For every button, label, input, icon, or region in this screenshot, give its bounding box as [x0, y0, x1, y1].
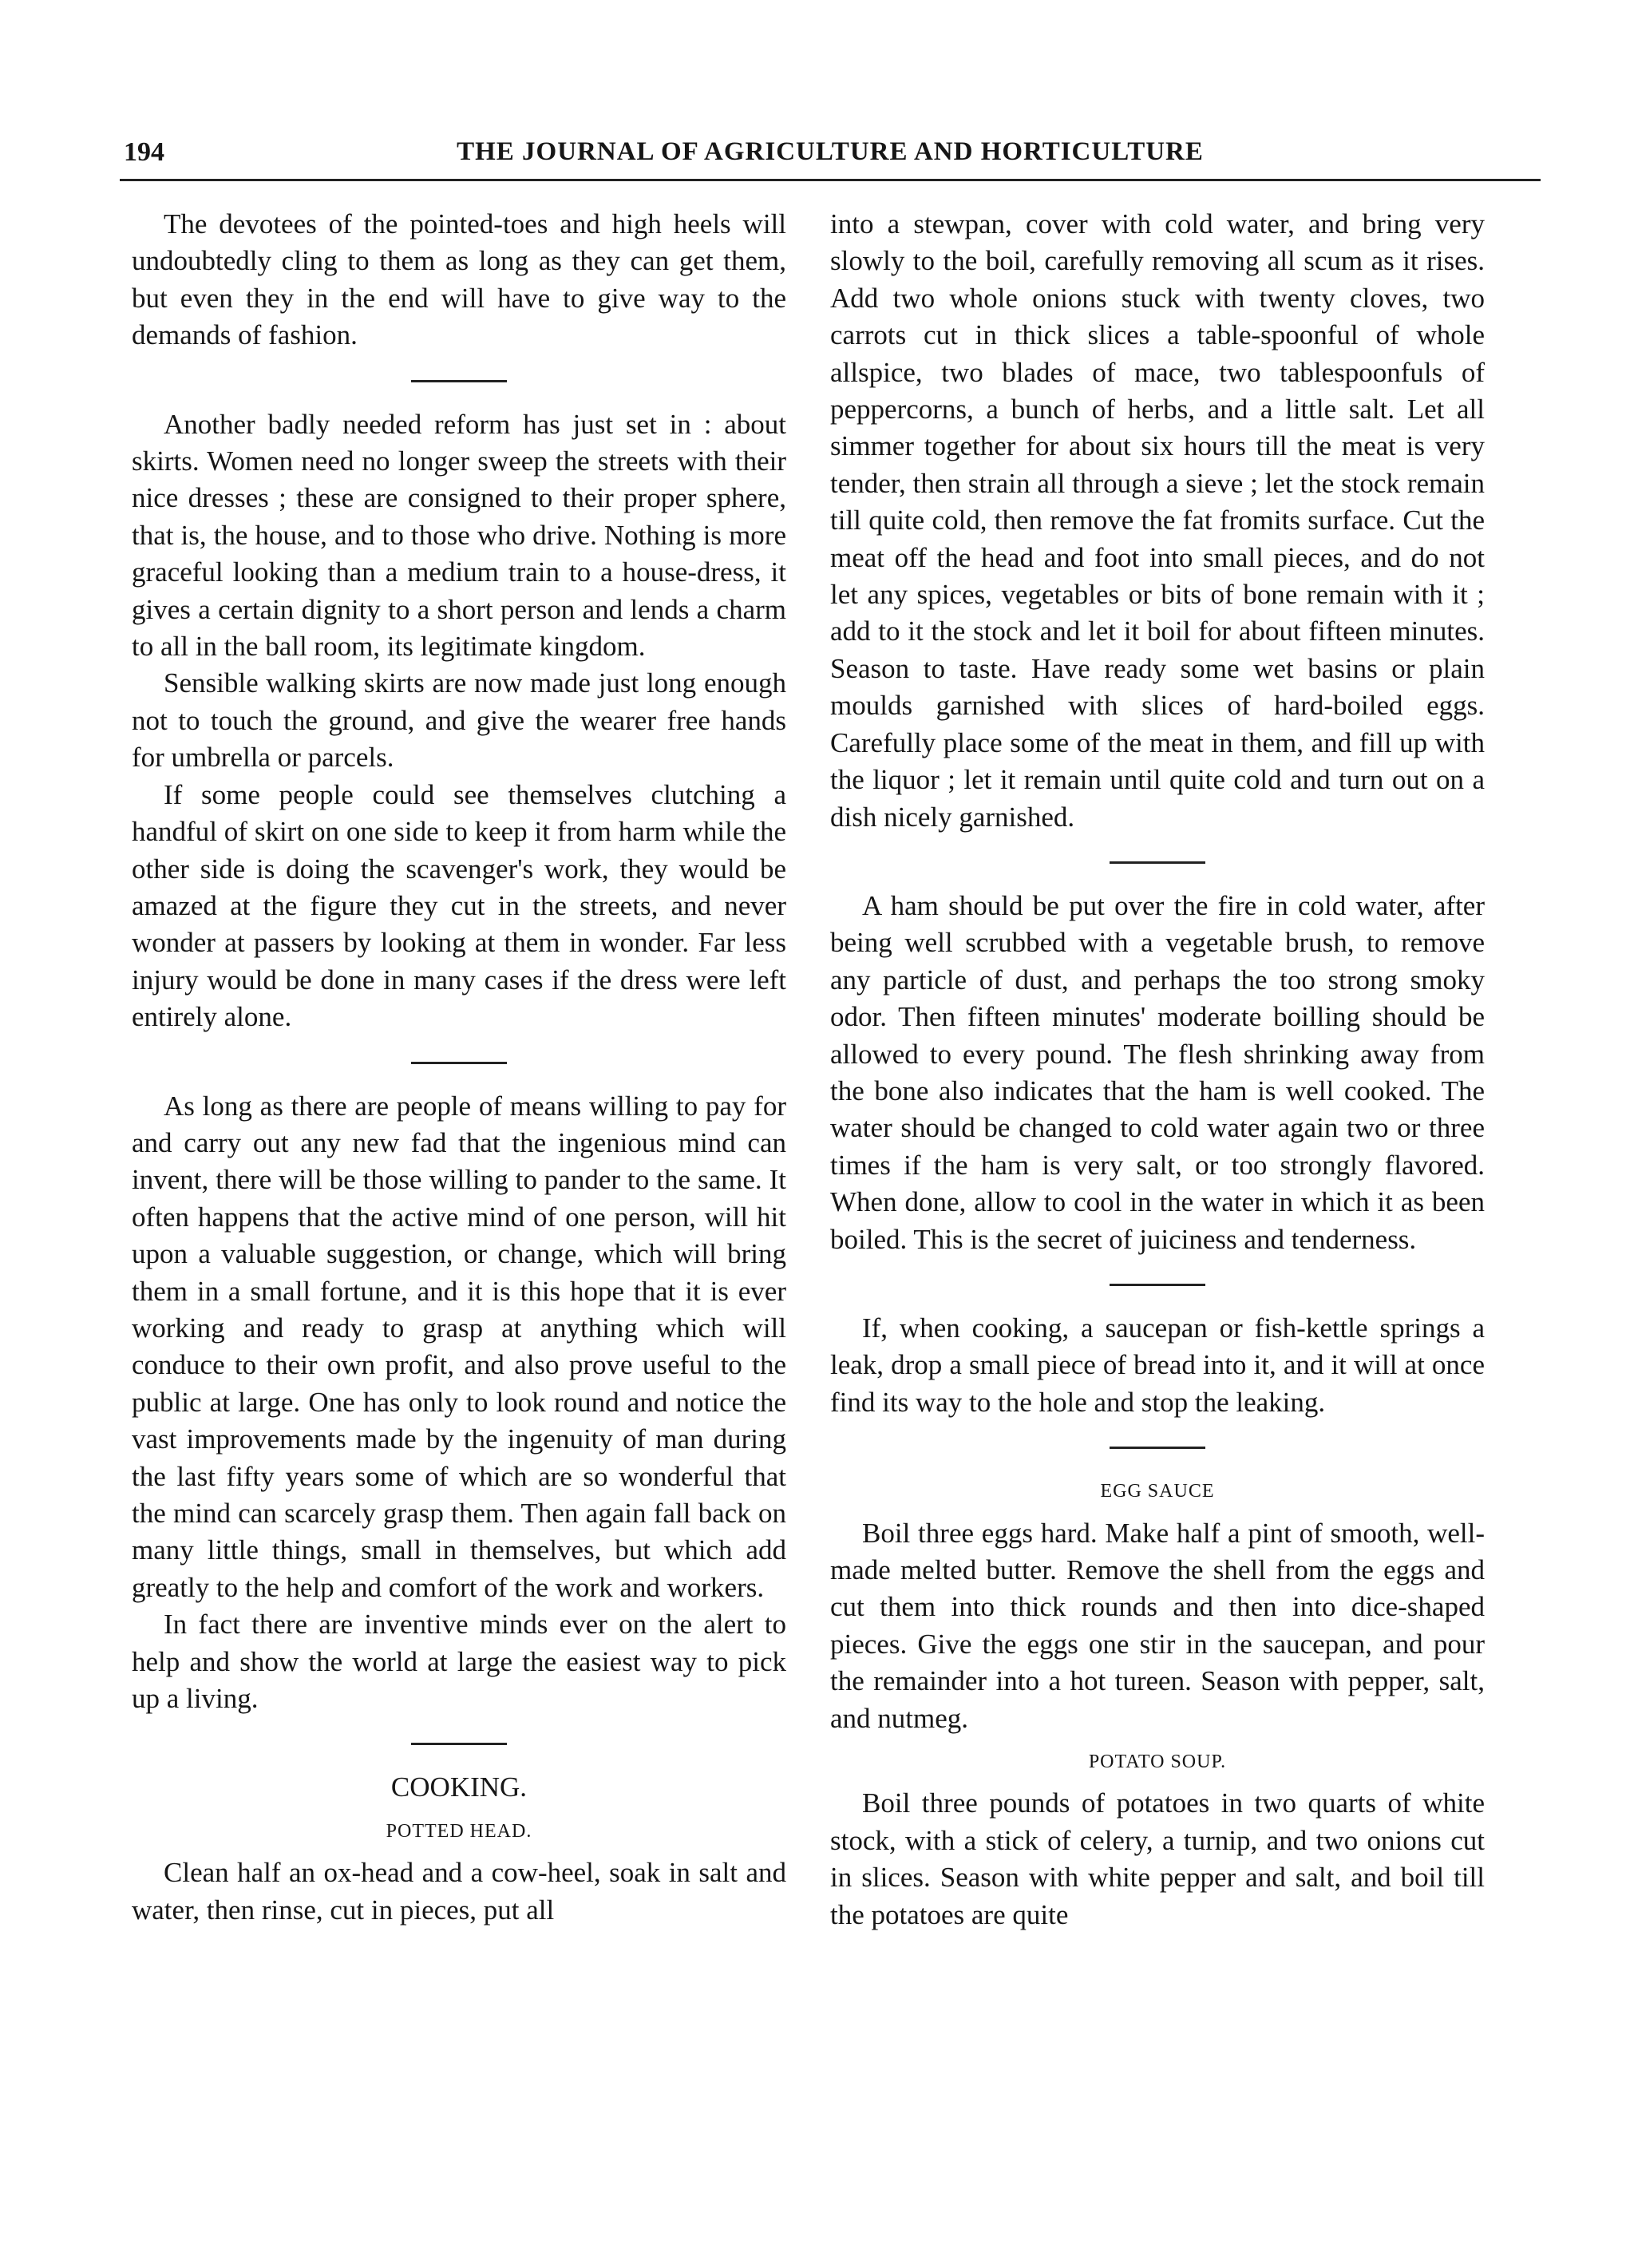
left-column [132, 206, 786, 1929]
potted-head-heading: POTTED HEAD. [386, 1820, 532, 1842]
section-divider [1110, 1447, 1205, 1449]
right-column [830, 206, 1485, 1934]
paragraph-walking-skirts: Sensible walking skirts are now made just long enough not to touch the ground, and give the wearer free hands for umbrella or parcels. [132, 667, 786, 774]
paragraph-potted-head: Clean half an ox-head and a cow-heel, soak in salt and water, then rinse, cut in pieces, put all [132, 1857, 786, 1926]
potato-soup-heading: POTATO SOUP. [1088, 1751, 1227, 1773]
paragraph-potato-soup: Boil three pounds of potatoes in two quarts of white stock, with a stick of celery, a turnip, and two onions cut in slices. Season with white pepper and salt, and boil till the potatoes are quite [830, 1787, 1485, 1930]
paragraph-pointed-toes: The devotees of the pointed-toes and high heels will undoubtedly cling to them as long as they can get them, but even they in the end will have to give way to the demands of fashion. [132, 208, 786, 351]
running-head: THE JOURNAL OF AGRICULTURE AND HORTICULTURE [457, 137, 1204, 166]
section-divider [1110, 861, 1205, 864]
paragraph-inventive-minds: As long as there are people of means willing to pay for and carry out any new fad that the ingenious mind can invent, there will be those willing to pander to the same. It often happens that the active mind of one person, will hit upon a valuable suggestion, or change, which will bring them in a small fortune, and it is this hope that it is ever working and ready to grasp at anything which will conduce to their own profit, and also prove useful to the public at large. One has only to look round and notice the vast improvements made by the ingenuity of man during the last fifty years some of which are so wonderful that the mind can scarcely grasp them. Then again fall back on many little things, small in themselves, but which add greatly to the help and comfort of the work and workers. [132, 1090, 786, 1603]
page-header [124, 137, 1537, 172]
paragraph-clutching-skirt: If some people could see themselves clutching a handful of skirt on one side to keep it from harm while the other side is doing the scavenger's work, they would be amazed at the figure they cut in the streets, and never wonder at passers by looking at them in wonder. Far less injury would be done in many cases if the dress were left entirely alone. [132, 778, 786, 1033]
cooking-heading: COOKING. [390, 1771, 528, 1803]
egg-sauce-heading: EGG SAUCE [1100, 1481, 1215, 1502]
paragraph-skirt-reform: Another badly needed reform has just set in : about skirts. Women need no longer sweep the streets with their nice dresses ; these are consigned to their proper sphere, that is, the house, and to those who drive. Nothing is more graceful looking than a medium train to a house-dress, it gives a certain dignity to a short person and lends a charm to all in the ball room, its legitimate kingdom. [132, 408, 786, 663]
section-divider [1110, 1284, 1205, 1286]
section-divider [411, 1743, 507, 1745]
paragraph-ham: A ham should be put over the fire in cold water, after being well scrubbed with a vegetable brush, to remove any particle of dust, and perhaps the too strong smoky odor. Then fifteen minutes' moderate boilling should be allowed to every pound. The flesh shrinking away from the bone also indicates that the ham is well cooked. The water should be changed to cold water again two or three times if the ham is very salt, or too strongly flavored. When done, allow to cool in the water in which it as been boiled. This is the secret of juiciness and tenderness. [830, 889, 1485, 1255]
paragraph-saucepan-leak: If, when cooking, a saucepan or fish-kettle springs a leak, drop a small piece of bread into it, and it will at once find its way to the hole and stop the leaking. [830, 1312, 1485, 1418]
section-divider [411, 1062, 507, 1064]
header-rule [120, 179, 1541, 181]
paragraph-potted-head-continued: into a stewpan, cover with cold water, and bring very slowly to the boil, carefully removing all scum as it rises. Add two whole onions stuck with twenty cloves, two carrots cut in thick slices a table-spoonful of whole allspice, two blades of mace, two tablespoonfuls of peppercorns, a bunch of herbs, and a little salt. Let all simmer together for about six hours till the meat is very tender, then strain all through a sieve ; let the stock remain till quite cold, then remove the fat fromits surface. Cut the meat off the head and foot into small pieces, and do not let any spices, vegetables or bits of bone remain with it ; add to it the stock and let it boil for about fifteen minutes. Season to taste. Have ready some wet basins or plain moulds garnished with slices of hard-boiled eggs. Carefully place some of the meat in them, and fill up with the liquor ; let it remain until quite cold and turn out on a dish nicely garnished. [830, 208, 1485, 833]
section-divider [411, 380, 507, 382]
paragraph-egg-sauce: Boil three eggs hard. Make half a pint of smooth, well-made melted butter. Remove the shell from the eggs and cut them into thick rounds and then into dice-shaped pieces. Give the eggs one stir in the saucepan, and pour the remainder into a hot tureen. Season with pepper, salt, and nutmeg. [830, 1517, 1485, 1734]
paragraph-easiest-way: In fact there are inventive minds ever on the alert to help and show the world at large the easiest way to pick up a living. [132, 1609, 786, 1715]
page-number: 194 [124, 137, 164, 167]
